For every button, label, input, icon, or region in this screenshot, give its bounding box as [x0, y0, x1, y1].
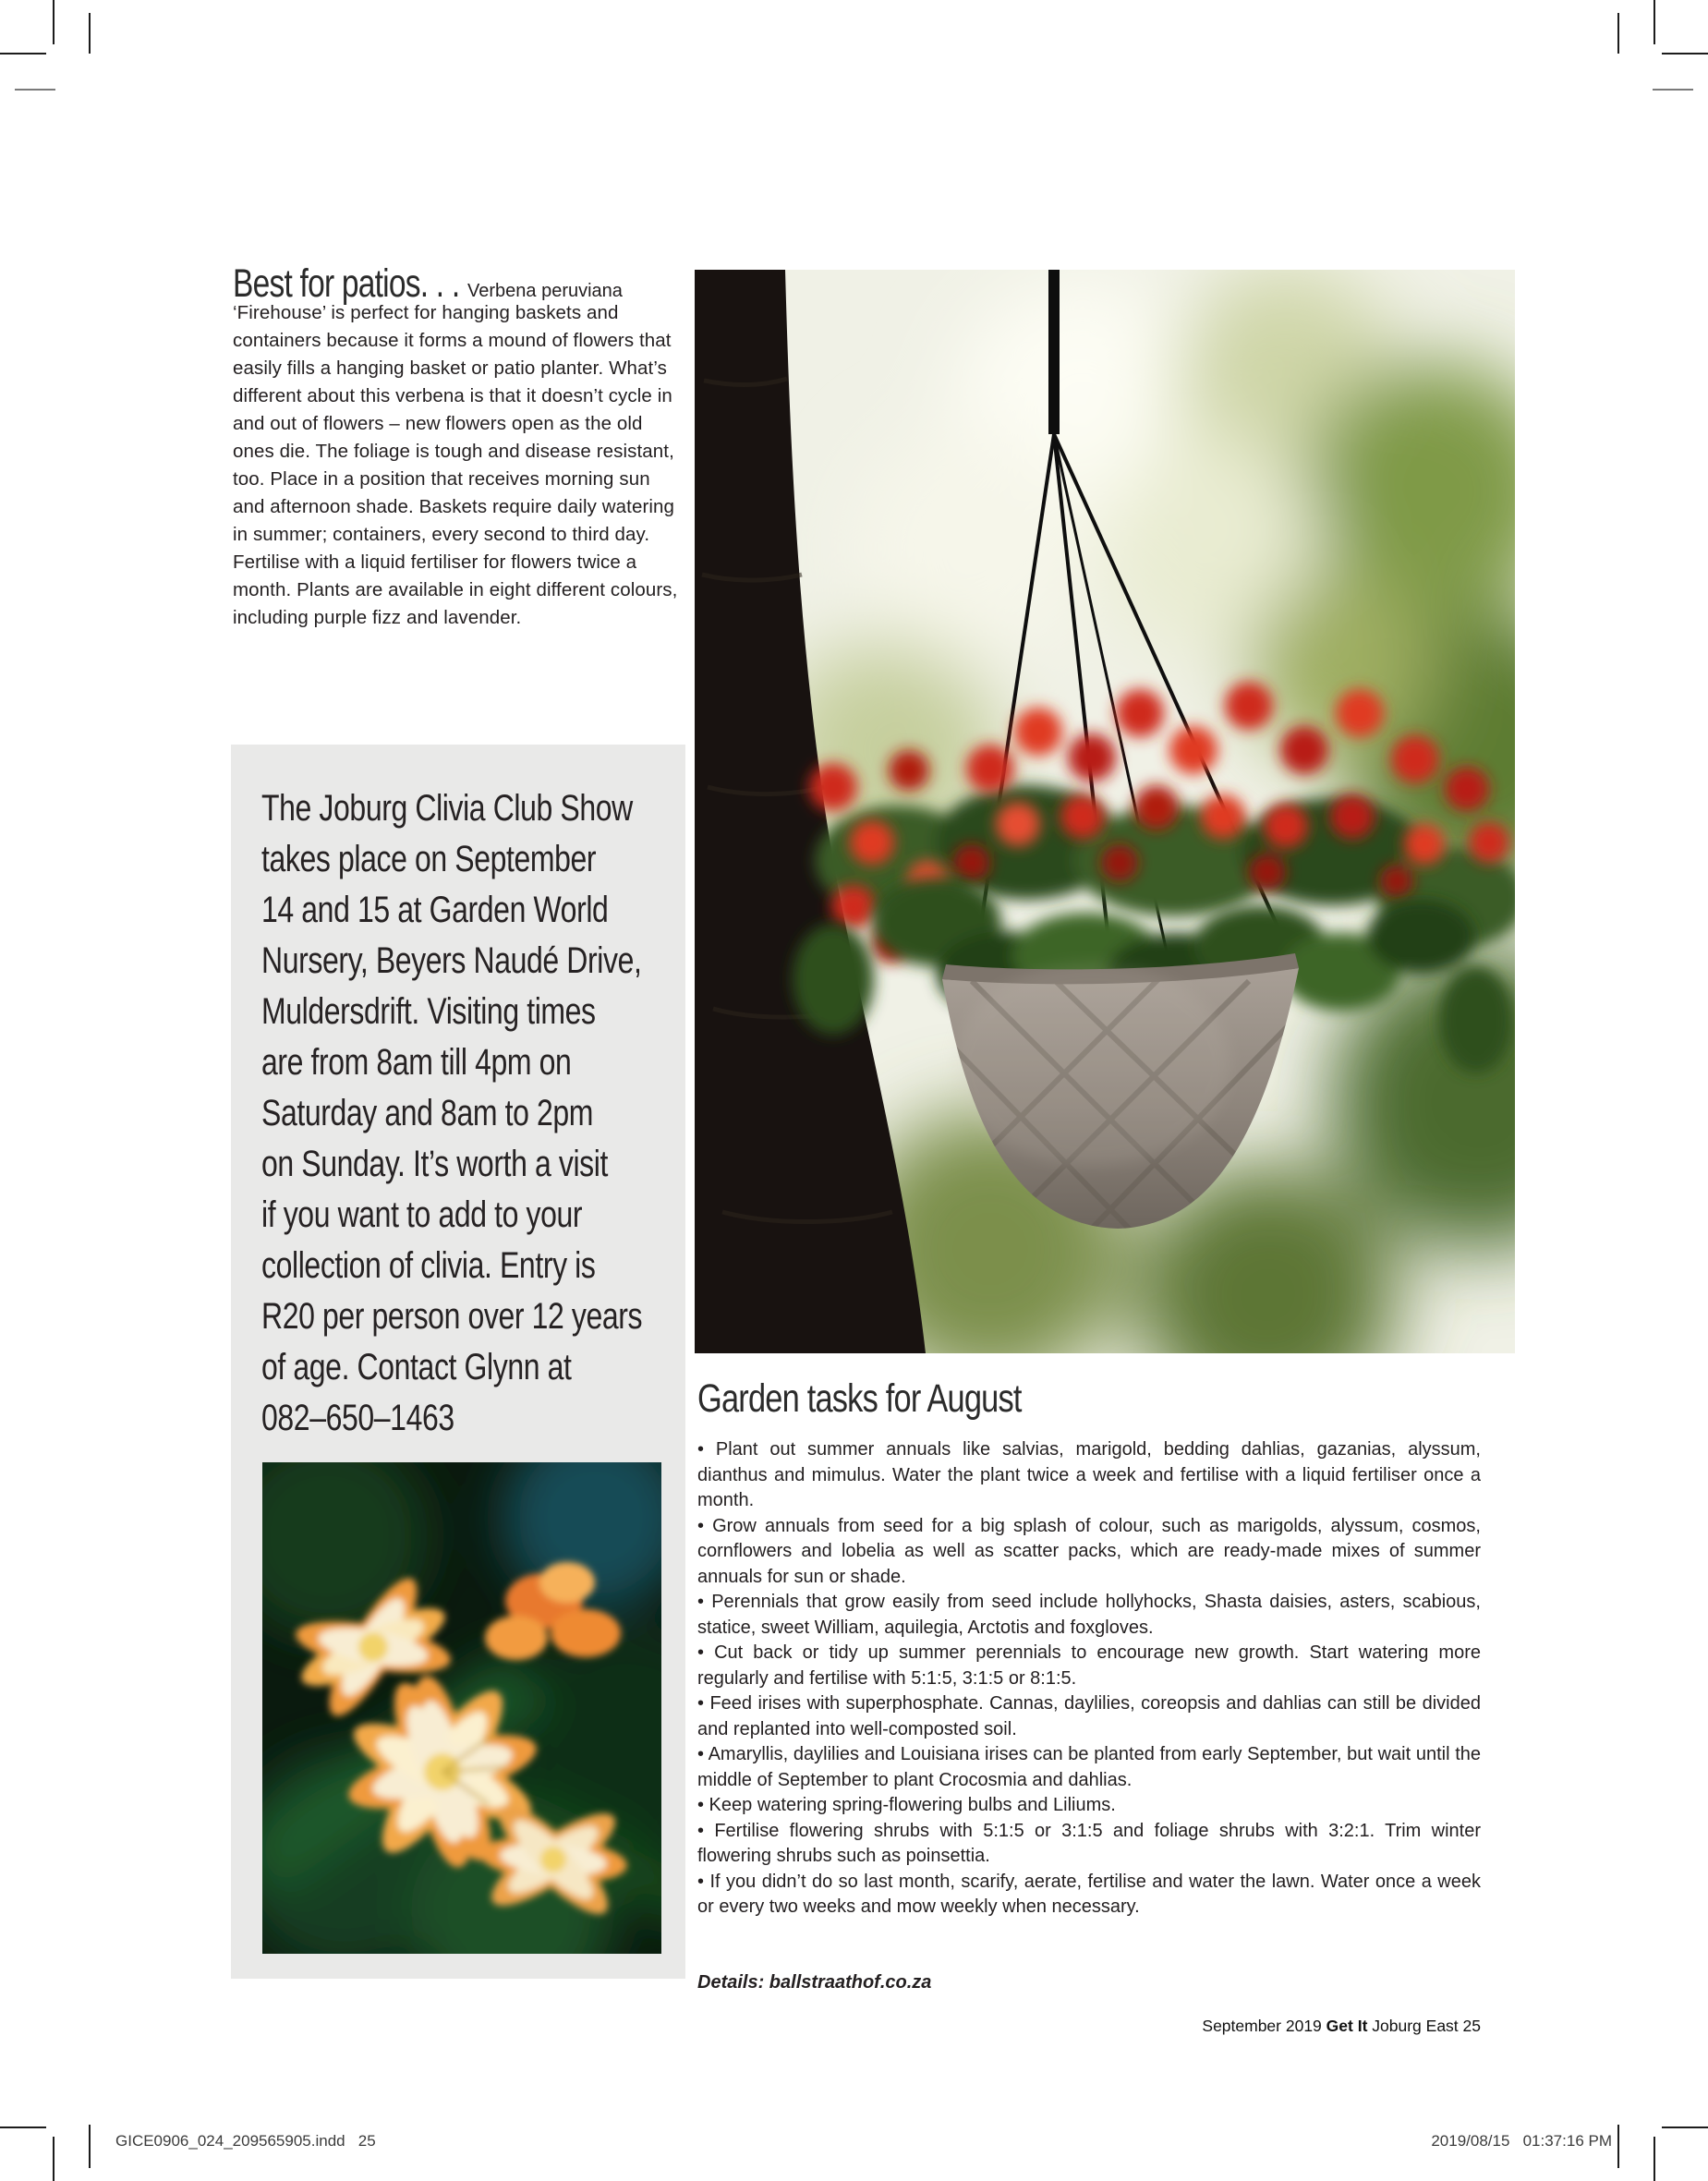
event-box-line: are from 8am till 4pm on [261, 1042, 572, 1083]
article-heading: Best for patios. . . [233, 261, 460, 306]
clivia-photo-illustration [262, 1462, 661, 1954]
slug-filename: GICE0906_024_209565905.indd 25 [115, 2132, 376, 2150]
task-item: • Grow annuals from seed for a big splash of colour, such as marigolds, alyssum, cosmos, cornflowers and lobelia as well as scatter packs, which are ready-made mixes of summer annuals for sun or shade. [697, 1515, 1481, 1587]
event-box-line: The Joburg Clivia Club Show [261, 788, 633, 829]
event-box-text [261, 783, 737, 1444]
crop-mark [53, 2137, 55, 2181]
event-box-line: R20 per person over 12 years [261, 1296, 643, 1337]
tasks-list [697, 1437, 1481, 1920]
task-item: • Amaryllis, daylilies and Louisiana irises can be planted from early September, but wait until the middle of September to plant Crocosmia and dahlias. [697, 1744, 1481, 1790]
task-item: • Fertilise flowering shrubs with 5:1:5 or 3:1:5 and foliage shrubs with 3:2:1. Trim winter flowering shrubs such as poinsettia. [697, 1820, 1481, 1866]
crop-mark [1617, 2125, 1619, 2168]
task-item: • Keep watering spring-flowering bulbs and Liliums. [697, 1795, 1116, 1815]
event-box-line: 14 and 15 at Garden World [261, 890, 609, 930]
page-footer [697, 2017, 1481, 2036]
crop-mark [1653, 0, 1655, 44]
footer-brand: Get It [1326, 2017, 1368, 2035]
crop-mark [1653, 2137, 1655, 2181]
task-item: • Perennials that grow easily from seed include hollyhocks, Shasta daisies, asters, scabious, statice, sweet William, aquilegia, Arctotis and foxgloves. [697, 1592, 1481, 1638]
footer-edition-page: Joburg East 25 [1372, 2017, 1481, 2035]
slug-timestamp: 2019/08/15 01:37:16 PM [1431, 2132, 1612, 2150]
event-box-line: Saturday and 8am to 2pm [261, 1093, 594, 1133]
hanging-basket-photo [695, 270, 1515, 1353]
crop-mark [0, 2126, 46, 2128]
event-box-line: on Sunday. It’s worth a visit [261, 1144, 608, 1184]
article-body: ‘Firehouse’ is perfect for hanging baskets and containers because it forms a mound of flowers that easily fills a hanging basket or patio planter. What’s different about this verbena is that it doesn’t cycle in and out of flowers – new flowers open as the old ones die. The foliage is tough and disease resistant, too. Place in a position that receives morning sun and afternoon shade. Baskets require daily watering in summer; containers, every second to third day. Fertilise with a liquid fertiliser for flowers twice a month. Plants are available in eight different colours, including purple fizz and lavender. [233, 302, 678, 628]
event-box-line: Nursery, Beyers Naudé Drive, [261, 940, 642, 981]
hanging-basket-illustration [695, 270, 1515, 1353]
crop-mark [15, 89, 55, 91]
crop-mark [1617, 13, 1619, 54]
task-item: • If you didn’t do so last month, scarify, aerate, fertilise and water the lawn. Water once a week or every two weeks and mow weekly when necessary. [697, 1871, 1481, 1917]
task-item: • Cut back or tidy up summer perennials to encourage new growth. Start watering more regularly and fertilise with 5:1:5, 3:1:5 or 8:1:5. [697, 1642, 1481, 1689]
event-box-line: 082–650–1463 [261, 1398, 454, 1438]
tasks-heading: Garden tasks for August [697, 1376, 1022, 1421]
crop-mark [1653, 89, 1693, 91]
crop-mark [89, 13, 91, 54]
task-item: • Plant out summer annuals like salvias, marigold, bedding dahlias, gazanias, alyssum, dianthus and mimulus. Water the plant twice a week and fertilise with a liquid fertiliser once a month. [697, 1439, 1481, 1510]
article-heading-suffix: Verbena peruviana [467, 281, 623, 301]
crop-mark [1662, 53, 1708, 55]
footer-issue: September 2019 [1202, 2017, 1322, 2035]
event-box-line: collection of clivia. Entry is [261, 1245, 596, 1286]
event-box-line: if you want to add to your [261, 1194, 583, 1235]
clivia-photo [262, 1462, 661, 1954]
event-box-line: takes place on September [261, 839, 597, 879]
crop-mark [89, 2125, 91, 2168]
crop-mark [53, 0, 55, 44]
tasks-details: Details: ballstraathof.co.za [697, 1972, 932, 1993]
event-box [231, 745, 685, 1979]
event-box-line: of age. Contact Glynn at [261, 1347, 572, 1387]
task-item: • Feed irises with superphosphate. Cannas, daylilies, coreopsis and dahlias can still be divided and replanted into well-composted soil. [697, 1693, 1481, 1739]
crop-mark [1662, 2126, 1708, 2128]
event-box-line: Muldersdrift. Visiting times [261, 991, 596, 1032]
crop-mark [0, 53, 46, 55]
